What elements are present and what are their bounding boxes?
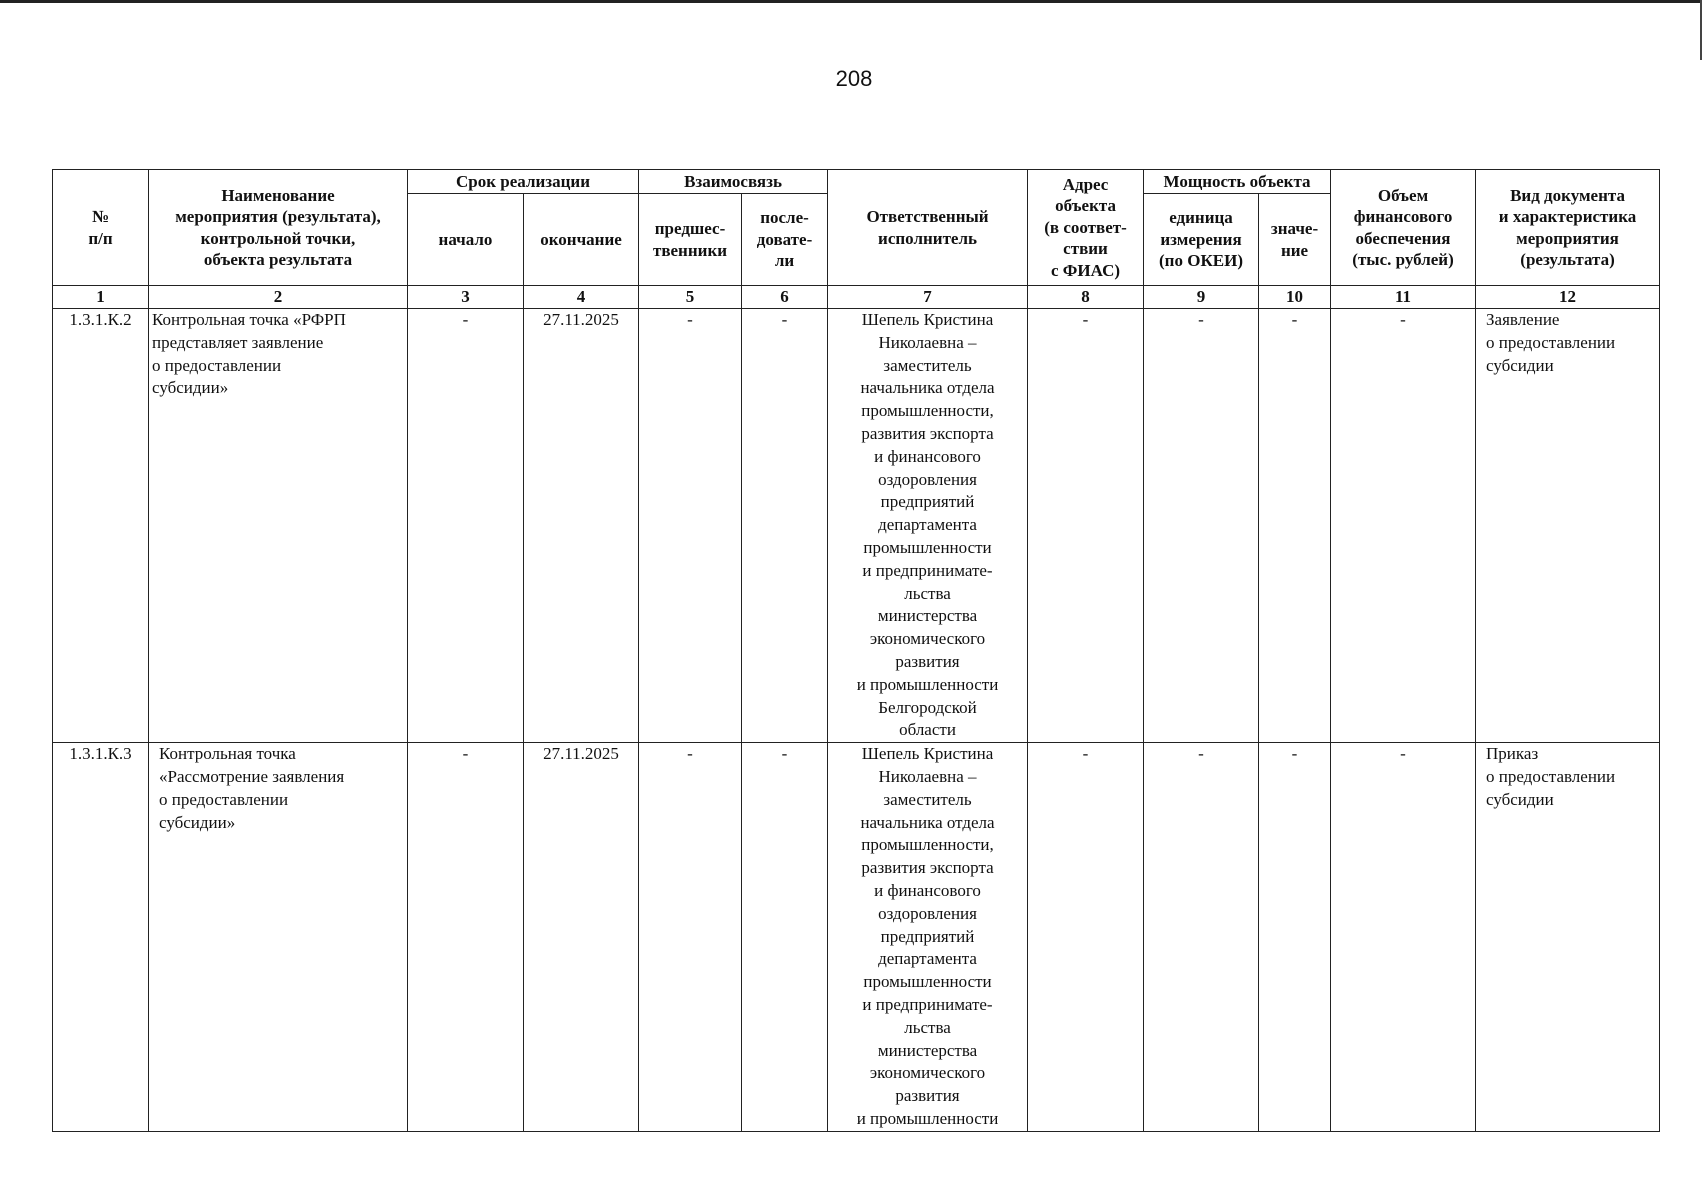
column-number: 1 bbox=[53, 286, 149, 309]
cell-succ: - bbox=[742, 309, 828, 743]
header-num: № п/п bbox=[53, 170, 149, 286]
header-responsible: Ответственный исполнитель bbox=[828, 170, 1028, 286]
table-row bbox=[53, 743, 1660, 1132]
header-doc: Вид документа и характеристика мероприятия (результата) bbox=[1476, 170, 1660, 286]
right-edge-rule bbox=[1700, 0, 1702, 60]
cell-unit: - bbox=[1144, 743, 1259, 1132]
header-link: Взаимосвязь bbox=[639, 170, 828, 194]
page-number: 208 bbox=[835, 66, 873, 91]
column-number: 7 bbox=[828, 286, 1028, 309]
header-address: Адрес объекта (в соответ- ствии с ФИАС) bbox=[1028, 170, 1144, 286]
column-number: 10 bbox=[1259, 286, 1331, 309]
cell-name: Контрольная точка «Рассмотрение заявления о предоставлении субсидии» bbox=[149, 743, 408, 1132]
column-number: 6 bbox=[742, 286, 828, 309]
cell-value: - bbox=[1259, 743, 1331, 1132]
header-finance: Объем финансового обеспечения (тыс. рублей) bbox=[1331, 170, 1476, 286]
column-number: 11 bbox=[1331, 286, 1476, 309]
cell-finance: - bbox=[1331, 743, 1476, 1132]
cell-pred: - bbox=[639, 309, 742, 743]
cell-doc: Заявление о предоставлении субсидии bbox=[1476, 309, 1660, 743]
header-value: значе- ние bbox=[1259, 194, 1331, 286]
cell-num: 1.3.1.К.2 bbox=[53, 309, 149, 743]
cell-address: - bbox=[1028, 743, 1144, 1132]
column-number: 8 bbox=[1028, 286, 1144, 309]
cell-address: - bbox=[1028, 309, 1144, 743]
cell-unit: - bbox=[1144, 309, 1259, 743]
cell-start: - bbox=[408, 309, 524, 743]
cell-doc: Приказ о предоставлении субсидии bbox=[1476, 743, 1660, 1132]
cell-responsible: Шепель Кристина Николаевна – заместитель начальника отдела промышленности, развития экспорта и финансового оздоровления предприятий департамента промышленности и предпринимате- льства министерства экономического развития и промышленности Белгородской области bbox=[828, 309, 1028, 743]
cell-start: - bbox=[408, 743, 524, 1132]
header-succ: после- довате- ли bbox=[742, 194, 828, 286]
column-number: 3 bbox=[408, 286, 524, 309]
column-number: 12 bbox=[1476, 286, 1660, 309]
cell-name: Контрольная точка «РФРП представляет заявление о предоставлении субсидии» bbox=[149, 309, 408, 743]
header-end: окончание bbox=[524, 194, 639, 286]
header-pred: предшес- твенники bbox=[639, 194, 742, 286]
cell-num: 1.3.1.К.3 bbox=[53, 743, 149, 1132]
column-number-row bbox=[53, 286, 1660, 309]
column-number: 4 bbox=[524, 286, 639, 309]
column-number: 5 bbox=[639, 286, 742, 309]
header-name: Наименование мероприятия (результата), контрольной точки, объекта результата bbox=[149, 170, 408, 286]
header-start: начало bbox=[408, 194, 524, 286]
header-capacity: Мощность объекта bbox=[1144, 170, 1331, 194]
table-header bbox=[53, 170, 1660, 309]
header-unit: единица измерения (по ОКЕИ) bbox=[1144, 194, 1259, 286]
cell-pred: - bbox=[639, 743, 742, 1132]
column-number: 2 bbox=[149, 286, 408, 309]
table-row bbox=[53, 309, 1660, 743]
cell-succ: - bbox=[742, 743, 828, 1132]
cell-end: 27.11.2025 bbox=[524, 743, 639, 1132]
cell-finance: - bbox=[1331, 309, 1476, 743]
header-period: Срок реализации bbox=[408, 170, 639, 194]
cell-value: - bbox=[1259, 309, 1331, 743]
top-edge-rule bbox=[0, 0, 1700, 3]
column-number: 9 bbox=[1144, 286, 1259, 309]
cell-responsible: Шепель Кристина Николаевна – заместитель начальника отдела промышленности, развития экспорта и финансового оздоровления предприятий департамента промышленности и предпринимате- льства министерства экономического развития и промышленности bbox=[828, 743, 1028, 1132]
plan-table bbox=[52, 169, 1660, 1132]
cell-end: 27.11.2025 bbox=[524, 309, 639, 743]
